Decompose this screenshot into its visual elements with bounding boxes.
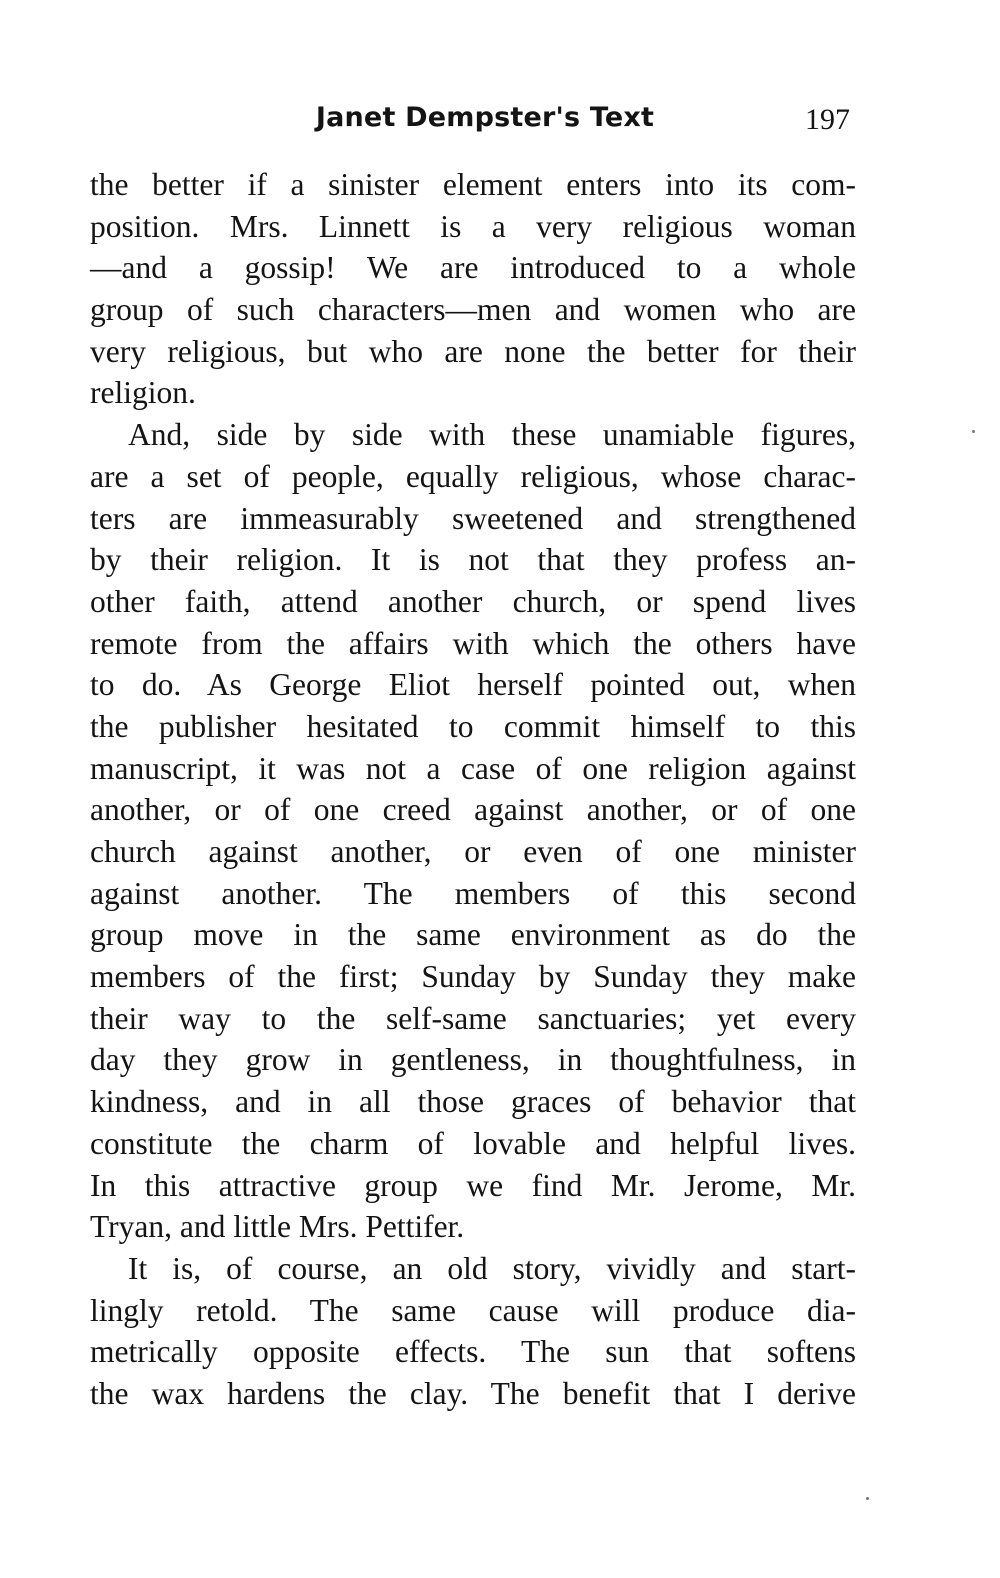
text-line: lingly retold. The same cause will produce dia- (90, 1292, 856, 1328)
text-line: And, side by side with these unamiable figures, (128, 417, 856, 453)
page-number: 197 (805, 103, 850, 136)
text-line: very religious, but who are none the better for their (90, 333, 856, 369)
text-line: position. Mrs. Linnett is a very religious woman (90, 208, 856, 244)
text-line: kindness, and in all those graces of behavior that (90, 1084, 856, 1120)
text-line: by their religion. It is not that they profess an- (90, 542, 856, 578)
text-line: their way to the self-same sanctuaries; yet every (90, 1000, 856, 1036)
print-speck (972, 430, 975, 433)
print-speck (866, 1497, 869, 1500)
running-head (90, 98, 856, 142)
text-line: members of the first; Sunday by Sunday they make (90, 959, 856, 995)
text-line: the publisher hesitated to commit himself to this (90, 708, 856, 744)
body-text (90, 164, 856, 1415)
text-line: ters are immeasurably sweetened and strengthened (90, 500, 856, 536)
text-line: —and a gossip! We are introduced to a whole (90, 250, 856, 286)
text-line: group of such characters—men and women who are (90, 292, 856, 328)
text-line: another, or of one creed against another, or of one (90, 792, 856, 828)
text-line: metrically opposite effects. The sun that softens (90, 1334, 856, 1370)
text-line: remote from the affairs with which the others have (90, 625, 856, 661)
text-line: constitute the charm of lovable and helpful lives. (90, 1125, 856, 1161)
text-line: day they grow in gentleness, in thoughtfulness, in (90, 1042, 856, 1078)
text-line: group move in the same environment as do the (90, 917, 856, 953)
text-line: In this attractive group we find Mr. Jerome, Mr. (90, 1167, 856, 1203)
paragraph (90, 414, 856, 1248)
text-line: other faith, attend another church, or spend lives (90, 583, 856, 619)
text-line: religion. (90, 375, 196, 411)
text-line: church against another, or even of one minister (90, 834, 856, 869)
text-line: against another. The members of this second (90, 875, 856, 911)
paragraph (90, 1248, 856, 1415)
running-title: Janet Dempster's Text (315, 102, 655, 133)
text-line: manuscript, it was not a case of one religion against (90, 750, 856, 786)
text-line: to do. As George Eliot herself pointed out, when (90, 667, 856, 703)
text-line: the better if a sinister element enters into its com- (90, 167, 856, 202)
text-line: It is, of course, an old story, vividly and start- (128, 1250, 856, 1286)
text-line: are a set of people, equally religious, whose charac- (90, 458, 856, 494)
text-line: Tryan, and little Mrs. Pettifer. (90, 1209, 465, 1245)
text-line: the wax hardens the clay. The benefit that I derive (90, 1375, 856, 1411)
paragraph (90, 164, 856, 414)
